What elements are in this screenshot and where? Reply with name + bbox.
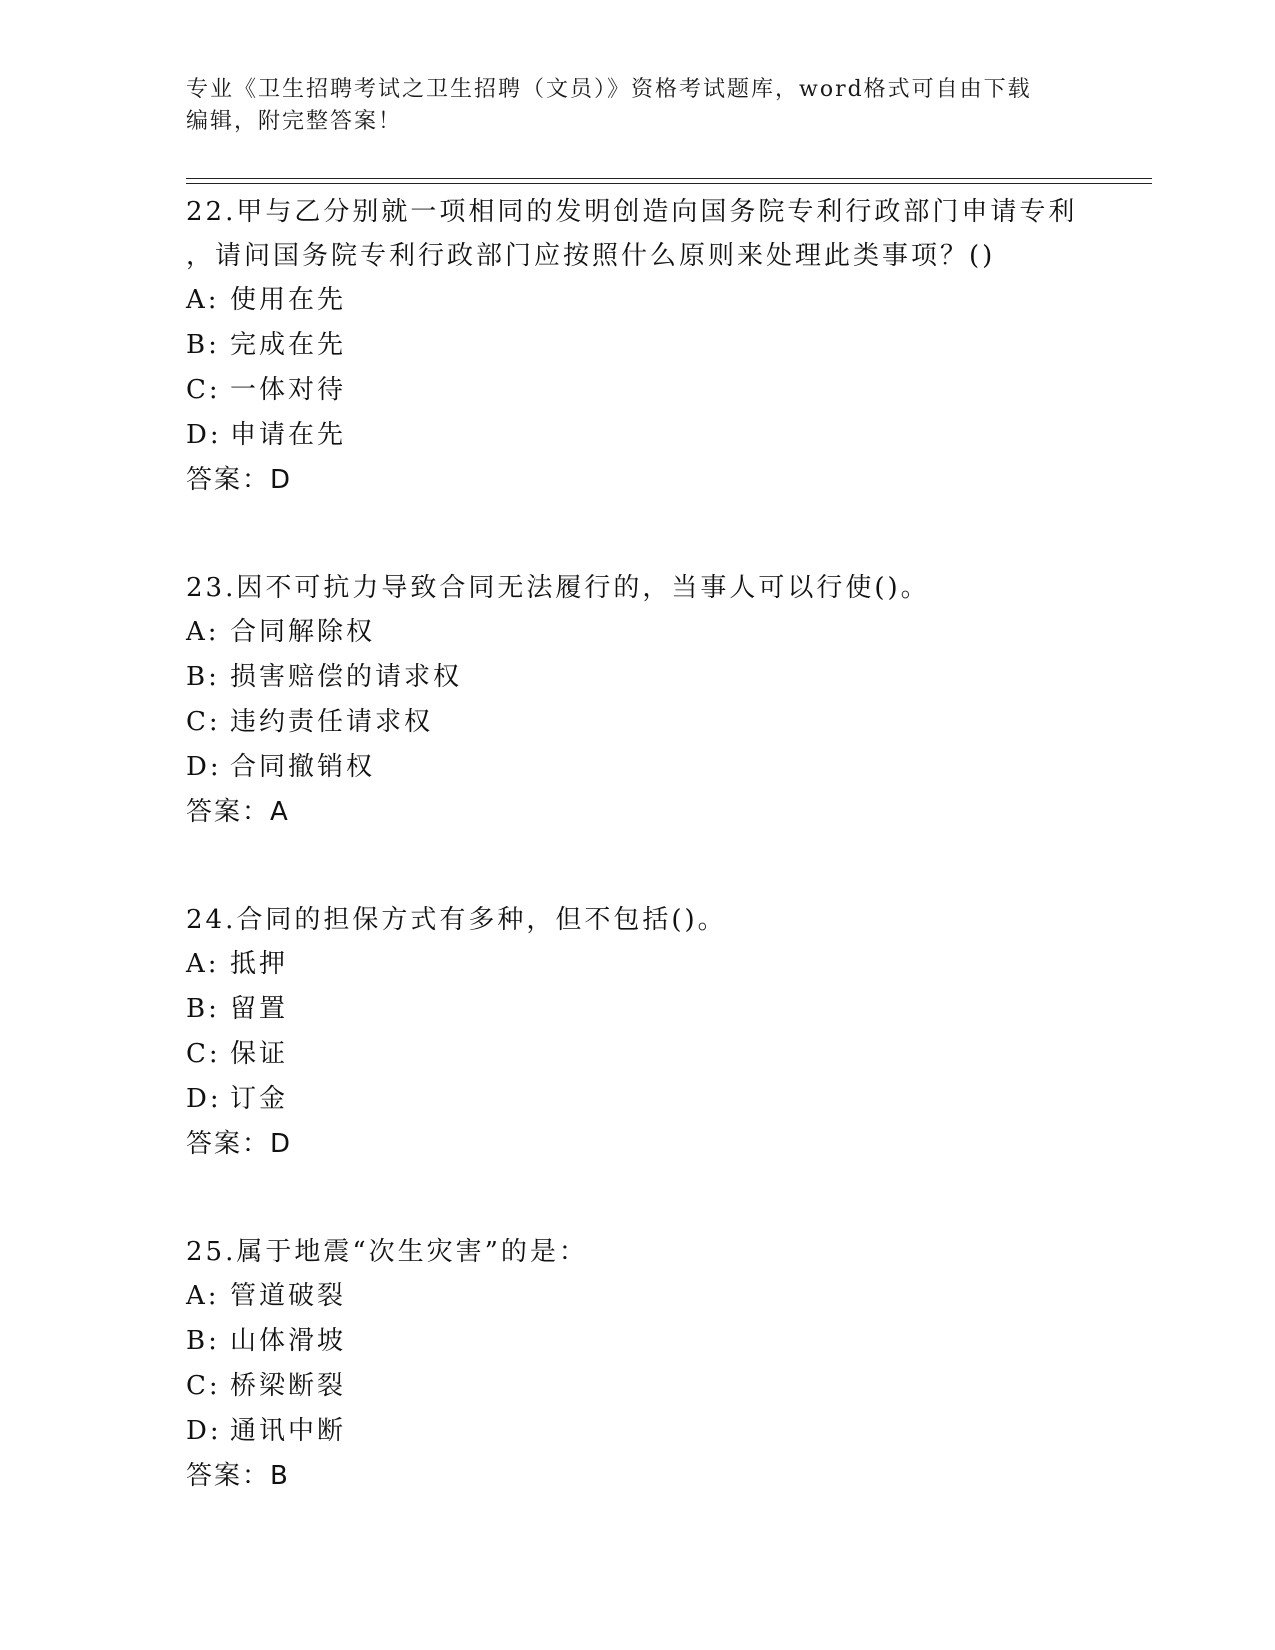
- option-text: 合同解除权: [230, 617, 376, 647]
- question-text-line: 23.因不可抗力导致合同无法履行的，当事人可以行使()。: [186, 573, 930, 603]
- answer-line: 答案：A: [186, 797, 290, 827]
- option-b: [186, 987, 1086, 1032]
- option-a: [186, 1274, 1086, 1319]
- option-letter: A:: [186, 285, 220, 315]
- option-b: [186, 323, 1086, 368]
- header-rule-top: [186, 178, 1152, 179]
- option-a: [186, 942, 1086, 987]
- question-text-line: 22.甲与乙分别就一项相同的发明创造向国务院专利行政部门申请专利: [186, 197, 1078, 227]
- option-a: [186, 610, 1086, 655]
- question-text-line: 24.合同的担保方式有多种，但不包括()。: [186, 905, 727, 935]
- option-text: 违约责任请求权: [230, 707, 434, 737]
- option-letter: A:: [186, 617, 220, 647]
- option-c: [186, 1364, 1086, 1409]
- option-letter: C:: [186, 707, 221, 737]
- document-header: [186, 74, 1086, 138]
- option-d: [186, 1409, 1086, 1454]
- question-23: [186, 566, 1086, 835]
- question-22: [186, 190, 1086, 503]
- option-letter: C:: [186, 1371, 221, 1401]
- option-letter: A:: [186, 1281, 220, 1311]
- option-letter: B:: [186, 994, 220, 1024]
- header-line-2: 编辑，附完整答案！: [186, 109, 403, 134]
- option-c: [186, 368, 1086, 413]
- answer-line: 答案：B: [186, 1461, 290, 1491]
- question-25: [186, 1230, 1086, 1499]
- option-text: 损害赔偿的请求权: [230, 662, 463, 692]
- option-c: [186, 700, 1086, 745]
- option-text: 通讯中断: [230, 1416, 347, 1446]
- option-letter: A:: [186, 949, 220, 979]
- header-rule-bottom: [186, 183, 1152, 184]
- option-text: 管道破裂: [230, 1281, 347, 1311]
- option-letter: D:: [186, 1416, 222, 1446]
- option-text: 订金: [230, 1084, 289, 1114]
- answer-line: 答案：D: [186, 1129, 293, 1159]
- option-text: 山体滑坡: [230, 1326, 347, 1356]
- question-spacer: [186, 503, 1086, 566]
- option-a: [186, 278, 1086, 323]
- option-letter: D:: [186, 1084, 222, 1114]
- option-letter: B:: [186, 1326, 220, 1356]
- question-text-line: 25.属于地震“次生灾害”的是：: [186, 1237, 588, 1267]
- option-letter: C:: [186, 1039, 221, 1069]
- question-spacer: [186, 835, 1086, 898]
- option-text: 合同撤销权: [230, 752, 376, 782]
- answer-line: 答案：D: [186, 465, 293, 495]
- option-d: [186, 1077, 1086, 1122]
- option-text: 一体对待: [230, 375, 347, 405]
- option-text: 申请在先: [230, 420, 347, 450]
- header-line-1: 专业《卫生招聘考试之卫生招聘（文员）》资格考试题库，word格式可自由下载: [186, 77, 1032, 102]
- option-text: 抵押: [230, 949, 289, 979]
- option-letter: B:: [186, 662, 220, 692]
- option-letter: B:: [186, 330, 220, 360]
- option-d: [186, 745, 1086, 790]
- question-text-line: ，请问国务院专利行政部门应按照什么原则来处理此类事项？(): [186, 241, 996, 271]
- option-b: [186, 1319, 1086, 1364]
- option-letter: D:: [186, 752, 222, 782]
- option-b: [186, 655, 1086, 700]
- option-d: [186, 413, 1086, 458]
- option-text: 留置: [230, 994, 289, 1024]
- option-letter: D:: [186, 420, 222, 450]
- question-spacer: [186, 1167, 1086, 1230]
- option-text: 使用在先: [230, 285, 347, 315]
- question-list: [186, 190, 1086, 1499]
- option-text: 保证: [230, 1039, 289, 1069]
- question-24: [186, 898, 1086, 1167]
- option-text: 桥梁断裂: [230, 1371, 347, 1401]
- option-text: 完成在先: [230, 330, 347, 360]
- option-c: [186, 1032, 1086, 1077]
- option-letter: C:: [186, 375, 221, 405]
